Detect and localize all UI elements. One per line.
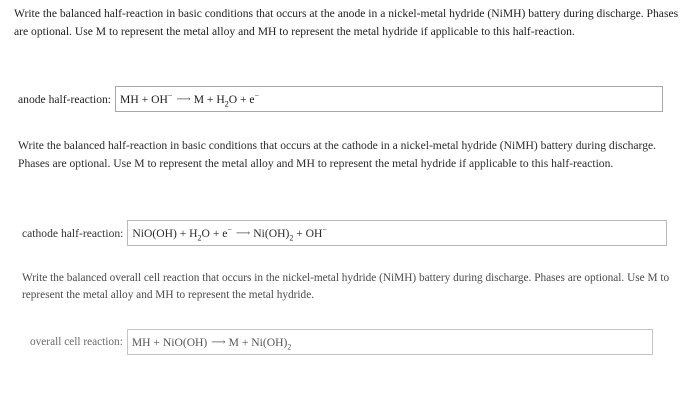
reaction-arrow-icon: ⟶	[211, 336, 225, 348]
overall-label: overall cell reaction:	[30, 336, 123, 348]
anode-question-text: Write the balanced half-reaction in basic conditions that occurs at the anode in a nickel-metal hydride (NiMH) battery during discharge. Phases are optional. Use M to represent the metal alloy and MH to represent the metal hydride if applicable to this half-reaction.	[14, 7, 679, 38]
anode-label: anode half-reaction:	[18, 92, 112, 106]
cathode-answer-field[interactable]	[127, 220, 667, 246]
anode-products: $M + H_2O + e^-$	[193, 90, 260, 108]
anode-answer-row	[18, 86, 663, 112]
overall-answer-row	[30, 329, 653, 355]
cathode-reactants: $NiO(OH) + H_2O + e^-$	[132, 224, 232, 242]
cathode-question-text: Write the balanced half-reaction in basic conditions that occurs at the cathode in a nickel-metal hydride (NiMH) battery during discharge. Phases are optional. Use M to represent the metal alloy and MH to represent the metal hydride if applicable to this half-reaction.	[18, 139, 657, 170]
reaction-arrow-icon: ⟶	[235, 227, 250, 239]
reaction-arrow-icon: ⟶	[176, 93, 190, 105]
overall-reactants: MH + NiO(OH)	[131, 335, 208, 349]
overall-question-text: Write the balanced overall cell reaction that occurs in the nickel-metal hydride (NiMH) battery during discharge. Phases are optional. Use M to represent the metal alloy and MH to represent the metal hydride.	[22, 272, 670, 301]
overall-products: $M + Ni(OH)_2$	[228, 335, 292, 351]
cathode-products: $Ni(OH)_2 + OH^-$	[253, 224, 327, 242]
overall-answer-field[interactable]	[127, 329, 653, 355]
anode-reactants: MH + OH−	[120, 90, 173, 106]
cathode-answer-row	[22, 220, 667, 246]
anode-answer-field[interactable]	[115, 86, 663, 112]
cathode-label: cathode half-reaction:	[22, 226, 124, 240]
